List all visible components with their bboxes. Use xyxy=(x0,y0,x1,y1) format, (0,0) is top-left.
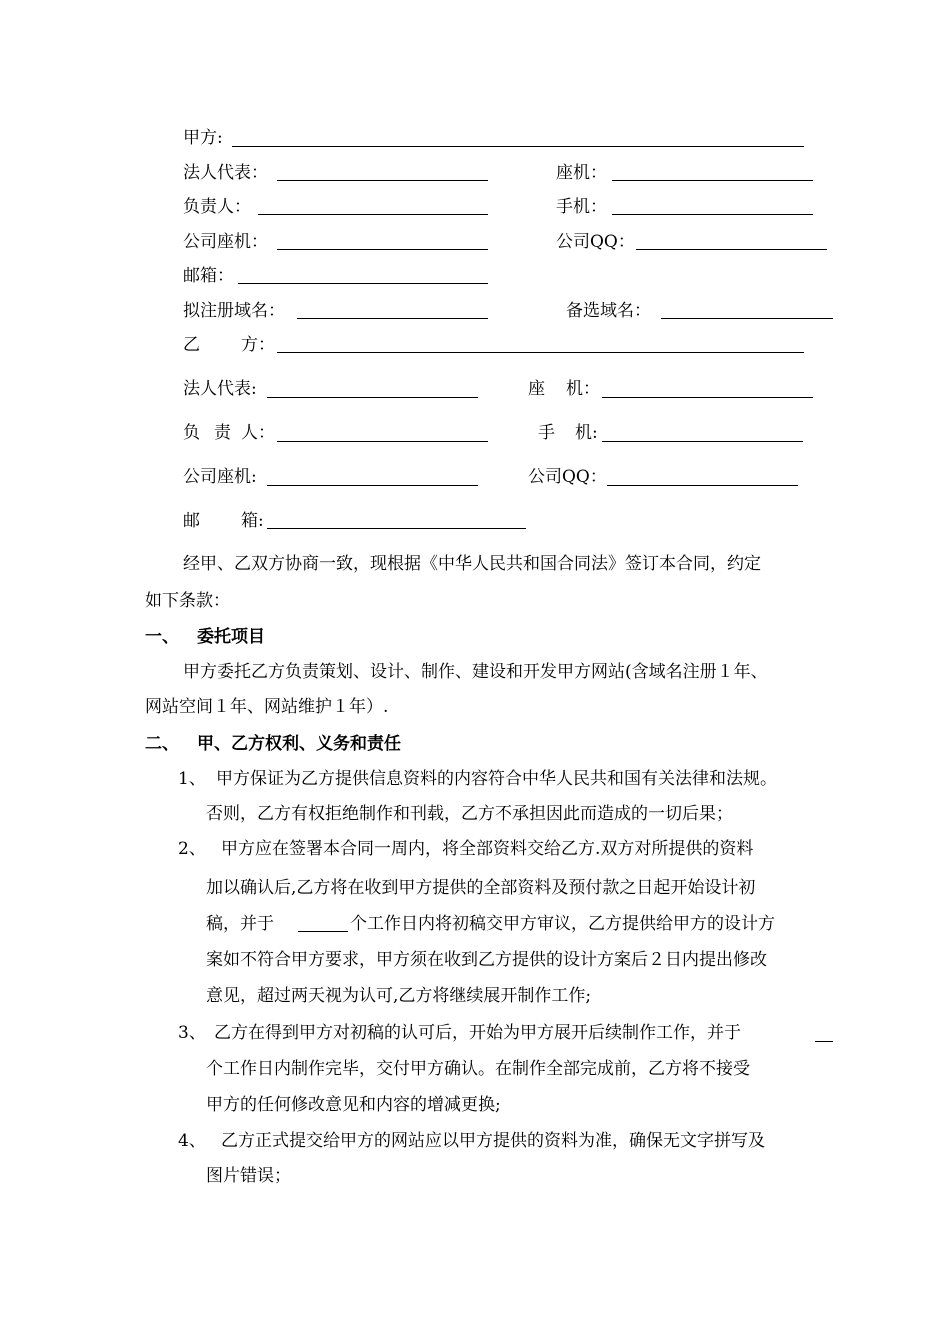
item-1-line-2: 否则，乙方有权拒绝制作和刊载，乙方不承担因此而造成的一切后果； xyxy=(206,804,733,824)
party-a-mobile-field[interactable] xyxy=(612,214,813,215)
party-a-alt-domain-field[interactable] xyxy=(661,318,833,319)
party-a-alt-domain-label: 备选域名： xyxy=(566,301,651,321)
party-b-company-phone-field[interactable] xyxy=(267,485,478,486)
party-a-email-label: 邮箱： xyxy=(183,266,234,286)
item-3-line-2: 个工作日内制作完毕，交付甲方确认。在制作全部完成前，乙方将不接受 xyxy=(206,1059,750,1079)
party-a-company-phone-label: 公司座机： xyxy=(183,232,268,252)
party-b-mobile-field[interactable] xyxy=(602,441,803,442)
party-a-legal-rep-field[interactable] xyxy=(277,180,488,181)
party-b-legal-rep-label: 法人代表: xyxy=(183,379,257,399)
party-a-domain-label: 拟注册域名： xyxy=(183,301,285,321)
party-b-email-label-2: 箱: xyxy=(241,511,264,531)
section-1-line-1: 甲方委托乙方负责策划、设计、制作、建设和开发甲方网站(含域名注册１年、 xyxy=(183,662,768,682)
item-2-line-4: 案如不符合甲方要求，甲方须在收到乙方提供的设计方案后２日内提出修改 xyxy=(206,950,767,970)
item-2-line-2: 加以确认后,乙方将在收到甲方提供的全部资料及预付款之日起开始设计初 xyxy=(206,878,756,898)
item-3-number: 3、 xyxy=(178,1023,206,1043)
party-b-email-field[interactable] xyxy=(267,528,526,529)
item-2-number: 2、 xyxy=(178,839,206,859)
party-b-landline-field[interactable] xyxy=(602,397,813,398)
item-4-line-2: 图片错误； xyxy=(206,1166,291,1186)
item-3-line-1: 乙方在得到甲方对初稿的认可后，开始为甲方展开后续制作工作，并于 xyxy=(214,1023,741,1043)
party-a-email-field[interactable] xyxy=(238,283,488,284)
item-2-days-field[interactable] xyxy=(298,931,348,932)
party-a-person-label: 负责人： xyxy=(183,197,251,217)
item-2-line-5: 意见，超过两天视为认可,乙方将继续展开制作工作; xyxy=(206,986,592,1006)
party-a-landline-label: 座机： xyxy=(556,163,607,183)
item-2-line-1: 甲方应在签署本合同一周内，将全部资料交给乙方.双方对所提供的资料 xyxy=(221,839,754,859)
party-b-person-label-1: 负 xyxy=(183,423,200,443)
party-b-company-qq-field[interactable] xyxy=(607,485,798,486)
party-b-person-label-2: 责 xyxy=(214,423,231,443)
party-b-company-phone-label: 公司座机: xyxy=(183,467,257,487)
party-b-company-qq-label: 公司QQ： xyxy=(528,467,607,487)
section-1-line-2: 网站空间１年、网站维护１年）. xyxy=(145,697,389,717)
party-b-person-field[interactable] xyxy=(277,441,488,442)
party-b-mobile-label-2: 机: xyxy=(575,423,598,443)
party-b-label-1: 乙 xyxy=(183,335,200,355)
intro-line-1: 经甲、乙双方协商一致，现根据《中华人民共和国合同法》签订本合同，约定 xyxy=(183,554,761,574)
section-1-number: 一、 xyxy=(145,627,179,647)
item-1-line-1: 甲方保证为乙方提供信息资料的内容符合中华人民共和国有关法律和法规。 xyxy=(216,769,777,789)
section-2-number: 二、 xyxy=(145,734,179,754)
item-4-number: 4、 xyxy=(178,1131,206,1151)
party-a-company-phone-field[interactable] xyxy=(277,249,488,250)
party-b-email-label-1: 邮 xyxy=(183,511,200,531)
party-b-person-label-3: 人： xyxy=(241,423,275,443)
party-a-company-qq-label: 公司QQ： xyxy=(556,232,635,252)
party-b-landline-label-2: 机： xyxy=(566,379,600,399)
item-4-line-1: 乙方正式提交给甲方的网站应以甲方提供的资料为准，确保无文字拼写及 xyxy=(221,1131,765,1151)
item-2-line-3a: 稿，并于 xyxy=(206,914,274,934)
party-a-domain-field[interactable] xyxy=(297,318,488,319)
item-3-line-3: 甲方的任何修改意见和内容的增减更换; xyxy=(206,1095,501,1115)
party-b-legal-rep-field[interactable] xyxy=(267,397,478,398)
intro-line-2: 如下条款： xyxy=(145,591,230,611)
party-a-mobile-label: 手机： xyxy=(556,197,607,217)
item-3-days-field[interactable] xyxy=(815,1041,833,1042)
party-a-label: 甲方: xyxy=(183,128,223,148)
item-1-number: 1、 xyxy=(178,769,206,789)
section-2-title: 甲、乙方权利、义务和责任 xyxy=(197,734,401,754)
party-a-name-field[interactable] xyxy=(232,146,804,147)
party-b-name-field[interactable] xyxy=(277,352,804,353)
party-b-landline-label-1: 座 xyxy=(528,379,545,399)
party-b-mobile-label-1: 手 xyxy=(538,423,555,443)
section-1-title: 委托项目 xyxy=(197,627,265,647)
party-b-label-2: 方： xyxy=(241,335,275,355)
party-a-person-field[interactable] xyxy=(258,214,488,215)
party-a-legal-rep-label: 法人代表： xyxy=(183,163,268,183)
item-2-line-3b: 个工作日内将初稿交甲方审议，乙方提供给甲方的设计方 xyxy=(350,914,775,934)
party-a-company-qq-field[interactable] xyxy=(636,249,827,250)
party-a-landline-field[interactable] xyxy=(612,180,813,181)
